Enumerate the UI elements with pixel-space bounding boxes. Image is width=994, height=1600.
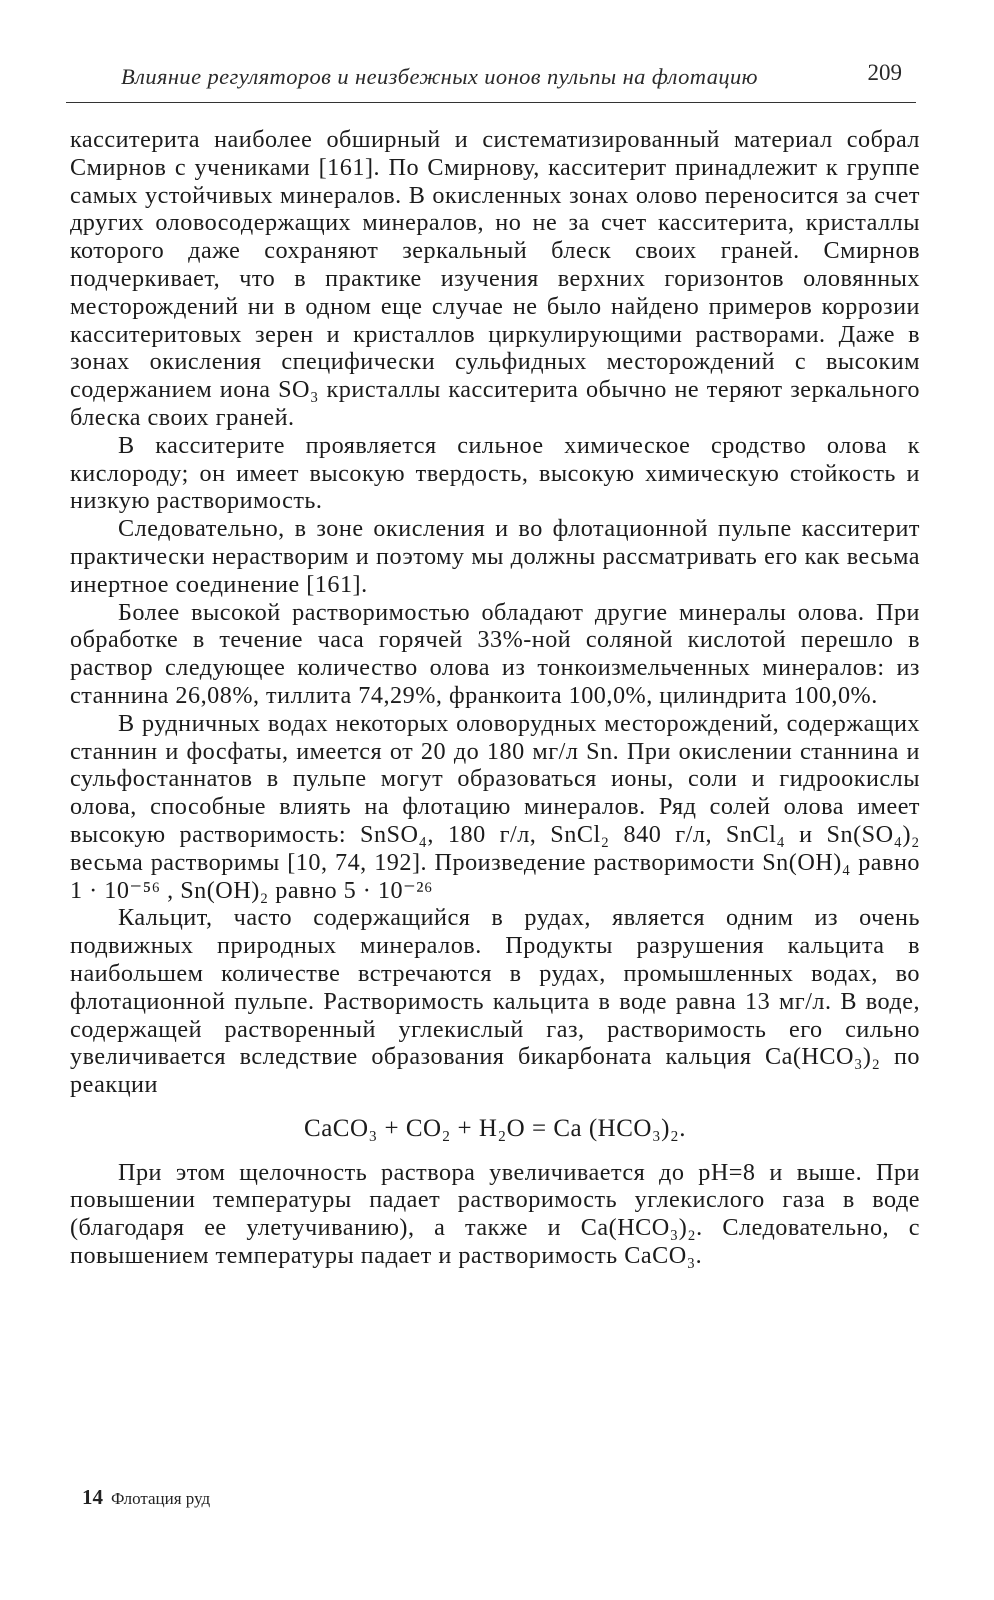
header-title: Влияние регуляторов и неизбежных ионов пульпы на флотацию — [121, 64, 758, 89]
paragraph-3: Следовательно, в зоне окисления и во флотационной пульпе касситерит практически нерастворим и поэтому мы должны рассматривать его как весьма инертное соединение [161]. — [70, 515, 920, 598]
signature-title: Флотация руд — [111, 1489, 211, 1508]
paragraph-6: Кальцит, часто содержащийся в рудах, является одним из очень подвижных природных минералов. Продукты разрушения кальцита в наибольшем количестве встречаются в рудах, промышленных водах, во флотационной пульпе. Растворимость кальцита в воде равна 13 мг/л. В воде, содержащей растворенный углекислый газ, растворимость его сильно увеличивается вследствие образования бикарбоната кальция Ca(HCO₃)₂ по реакции — [70, 904, 920, 1099]
paragraph-4: Более высокой растворимостью обладают другие минералы олова. При обработке в течение часа горячей 33%-ной соляной кислотой перешло в раствор следующее количество олова из тонкоизмельченных минералов: из станнина 26,08%, тиллита 74,29%, франкоита 100,0%, цилиндрита 100,0%. — [70, 598, 920, 709]
page-number: 209 — [867, 60, 902, 85]
footer-signature — [82, 1485, 210, 1510]
paragraph-5: В рудничных водах некоторых оловорудных месторождений, содержащих станнин и фосфаты, имеется от 20 до 180 мг/л Sn. При окислении станнина и сульфостаннатов в пульпе могут образоваться ионы, соли и гидроокислы олова, способные влиять на флотацию минералов. Ряд солей олова имеет высокую растворимость: SnSO₄, 180 г/л, SnCl₂ 840 г/л, SnCl₄ и Sn(SO₄)₂ весьма растворимы [10, 74, 192]. Произведение растворимости Sn(OH)₄ равно 1 · 10⁻⁵⁶ , Sn(OH)₂ равно 5 · 10⁻²⁶ — [70, 709, 920, 904]
paragraph-7: При этом щелочность раствора увеличивается до pH=8 и выше. При повышении температуры падает растворимость углекислого газа в воде (благодаря ее улетучиванию), а также и Ca(HCO₃)₂. Следовательно, с повышением температуры падает и растворимость CaCO₃. — [70, 1158, 920, 1270]
chemical-equation: CaCO₃ + CO₂ + H₂O = Ca (HCO₃)₂. — [304, 1114, 686, 1142]
signature-number: 14 — [82, 1485, 103, 1509]
running-header — [66, 60, 916, 103]
paragraph-1: касситерита наиболее обширный и систематизированный материал собрал Смирнов с учениками [161]. По Смирнову, касситерит принадлежит к группе самых устойчивых минералов. В окисленных зонах олово переносится за счет других оловосодержащих минералов, но не за счет касситерита, кристаллы которого даже сохраняют зеркальный блеск своих граней. Смирнов подчеркивает, что в практике изучения верхних горизонтов оловянных месторождений ни в одном еще случае не было найдено примеров коррозии касситеритовых зерен и кристаллов циркулирующими растворами. Даже в зонах окисления специфически сульфидных месторождений с высоким содержанием иона SO₃ кристаллы касситерита обычно не теряют зеркального блеска своих граней. — [70, 126, 920, 431]
paragraph-2: В касситерите проявляется сильное химическое сродство олова к кислороду; он имеет высокую твердость, высокую химическую стойкость и низкую растворимость. — [70, 431, 920, 515]
main-text — [70, 126, 920, 1270]
